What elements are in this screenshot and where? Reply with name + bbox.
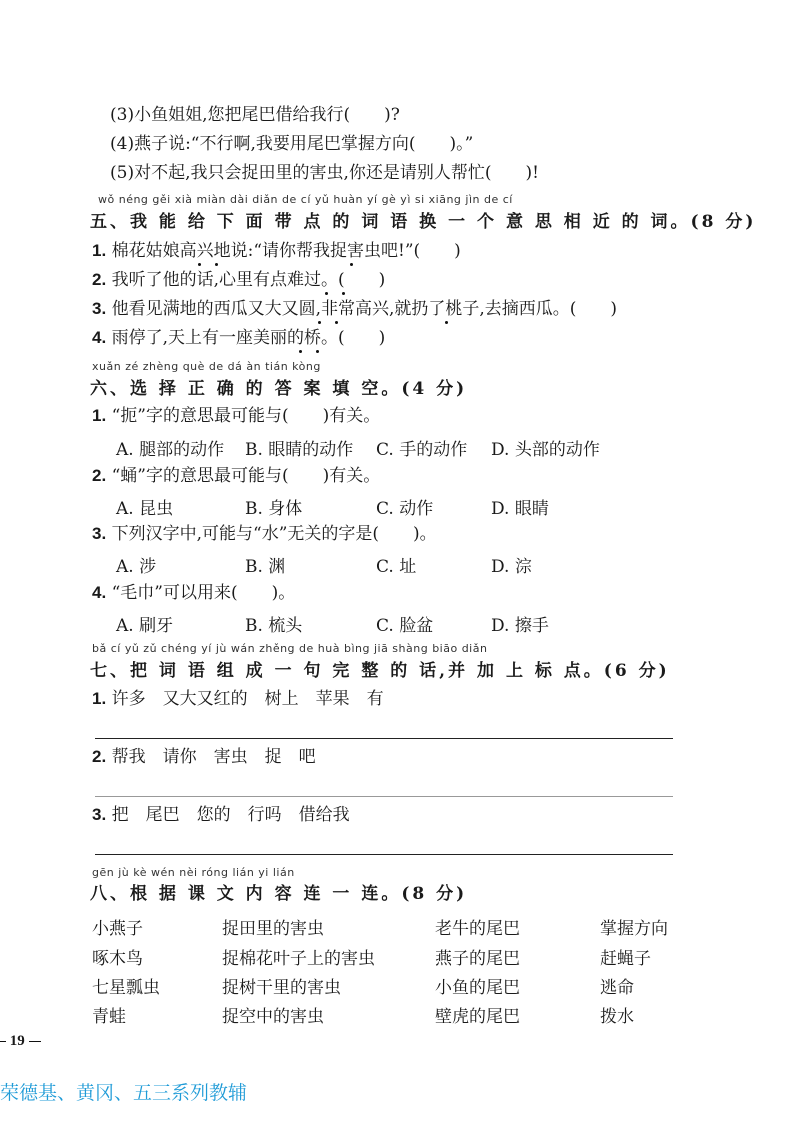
item-text: 他看见满地的西瓜又大又圆,非常高兴,就扔了桃子,去摘西瓜。( ) xyxy=(111,299,618,319)
s6-question-2 xyxy=(92,465,380,487)
task-item[interactable]: 捉空中的害虫 xyxy=(222,1007,324,1027)
answer-line-3[interactable] xyxy=(95,854,673,855)
option-c: C. 址 xyxy=(376,557,417,577)
tail-item[interactable]: 壁虎的尾巴 xyxy=(435,1007,520,1027)
option-c: C. 动作 xyxy=(376,499,434,519)
section-5-title: 五、我 能 给 下 面 带 点 的 词 语 换 一 个 意 思 相 近 的 词。(8 分) xyxy=(90,212,757,232)
tail-item[interactable]: 老牛的尾巴 xyxy=(435,919,520,939)
use-item[interactable]: 掌握方向 xyxy=(600,919,668,939)
item-text: 棉花姑娘高兴地说:“请你帮我捉害虫吧!”( ) xyxy=(111,241,461,261)
s6-question-1 xyxy=(92,405,380,427)
animal-item[interactable]: 啄木鸟 xyxy=(92,949,143,969)
option-d: D. 擦手 xyxy=(491,616,549,636)
use-item[interactable]: 拨水 xyxy=(600,1007,634,1027)
emphasis-dot xyxy=(342,292,345,295)
tail-item[interactable]: 小鱼的尾巴 xyxy=(435,978,520,998)
section-8-pinyin: gēn jù kè wén nèi róng lián yi lián xyxy=(92,866,295,879)
emphasis-dot xyxy=(316,350,319,353)
option-b: B. 眼睛的动作 xyxy=(245,440,354,460)
s7-item-1 xyxy=(92,688,384,710)
question-text: “蛹”字的意思最可能与( )有关。 xyxy=(111,466,381,486)
section-6-pinyin: xuǎn zé zhèng què de dá àn tián kòng xyxy=(92,360,321,373)
question-text: “毛巾”可以用来( )。 xyxy=(111,583,296,603)
tail-item[interactable]: 燕子的尾巴 xyxy=(435,949,520,969)
emphasis-dot xyxy=(198,263,201,266)
item-text: 雨停了,天上有一座美丽的桥。( ) xyxy=(111,328,386,348)
sentence-4: (4)燕子说:“不行啊,我要用尾巴掌握方向( )。” xyxy=(110,134,474,154)
s5-item-2 xyxy=(92,269,385,291)
dash-right xyxy=(29,1041,41,1042)
option-d: D. 头部的动作 xyxy=(491,440,600,460)
question-number: 3. xyxy=(92,524,107,543)
option-b: B. 身体 xyxy=(245,499,303,519)
option-b: B. 梳头 xyxy=(245,616,303,636)
item-words: 许多 又大又红的 树上 苹果 有 xyxy=(111,689,384,709)
option-d: D. 眼睛 xyxy=(491,499,549,519)
option-a: A. 腿部的动作 xyxy=(116,440,225,460)
emphasis-dot xyxy=(215,263,218,266)
item-number: 1. xyxy=(92,241,107,260)
emphasis-dot xyxy=(318,321,321,324)
option-a: A. 昆虫 xyxy=(116,499,174,519)
question-number: 4. xyxy=(92,583,107,602)
sentence-5: (5)对不起,我只会捉田里的害虫,你还是请别人帮忙( )! xyxy=(110,163,539,183)
animal-item[interactable]: 小燕子 xyxy=(92,919,143,939)
emphasis-dot xyxy=(350,263,353,266)
task-item[interactable]: 捉树干里的害虫 xyxy=(222,978,341,998)
item-number: 3. xyxy=(92,805,107,824)
option-c: C. 脸盆 xyxy=(376,616,434,636)
animal-item[interactable]: 青蛙 xyxy=(92,1007,126,1027)
s6-question-4 xyxy=(92,582,295,604)
item-words: 帮我 请你 害虫 捉 吧 xyxy=(111,747,316,767)
emphasis-dot xyxy=(445,321,448,324)
question-text: “扼”字的意思最可能与( )有关。 xyxy=(111,406,381,426)
emphasis-dot xyxy=(325,292,328,295)
use-item[interactable]: 逃命 xyxy=(600,978,634,998)
emphasis-dot xyxy=(299,350,302,353)
task-item[interactable]: 捉棉花叶子上的害虫 xyxy=(222,949,375,969)
s5-item-4 xyxy=(92,327,385,349)
item-number: 3. xyxy=(92,299,107,318)
section-8-title: 八、根 据 课 文 内 容 连 一 连。(8 分) xyxy=(90,884,468,904)
answer-line-1[interactable] xyxy=(95,738,673,739)
item-number: 1. xyxy=(92,689,107,708)
option-d: D. 淙 xyxy=(491,557,532,577)
sentence-3: (3)小鱼姐姐,您把尾巴借给我行( )? xyxy=(110,105,400,125)
item-number: 2. xyxy=(92,747,107,766)
section-6-title: 六、选 择 正 确 的 答 案 填 空。(4 分) xyxy=(90,379,468,399)
section-7-title: 七、把 词 语 组 成 一 句 完 整 的 话,并 加 上 标 点。(6 分) xyxy=(90,661,670,681)
answer-line-2[interactable] xyxy=(95,796,673,797)
section-5-pinyin: wǒ néng gěi xià miàn dài diǎn de cí yǔ huàn yí gè yì si xiāng jìn de cí xyxy=(98,193,513,206)
s5-item-1 xyxy=(92,240,461,262)
option-b: B. 渊 xyxy=(245,557,286,577)
task-item[interactable]: 捉田里的害虫 xyxy=(222,919,324,939)
item-words: 把 尾巴 您的 行吗 借给我 xyxy=(111,805,350,825)
page-number xyxy=(0,1033,41,1050)
section-7-pinyin: bǎ cí yǔ zǔ chéng yí jù wán zhěng de huà bìng jiā shàng biāo diǎn xyxy=(92,642,488,655)
publisher-brand: 荣德基、黄冈、五三系列教辅 xyxy=(0,1082,248,1104)
option-a: A. 涉 xyxy=(116,557,157,577)
option-c: C. 手的动作 xyxy=(376,440,468,460)
s5-item-3 xyxy=(92,298,617,320)
s7-item-3 xyxy=(92,804,350,826)
animal-item[interactable]: 七星瓢虫 xyxy=(92,978,160,998)
use-item[interactable]: 赶蝇子 xyxy=(600,949,651,969)
question-number: 1. xyxy=(92,406,107,425)
item-number: 4. xyxy=(92,328,107,347)
s6-question-3 xyxy=(92,523,437,545)
s7-item-2 xyxy=(92,746,316,768)
option-a: A. 刷牙 xyxy=(116,616,174,636)
page-number-value: 19 xyxy=(9,1033,25,1049)
item-text: 我听了他的话,心里有点难过。( ) xyxy=(111,270,386,290)
question-number: 2. xyxy=(92,466,107,485)
emphasis-dot xyxy=(335,321,338,324)
item-number: 2. xyxy=(92,270,107,289)
question-text: 下列汉字中,可能与“水”无关的字是( )。 xyxy=(111,524,437,544)
dash-left xyxy=(0,1041,6,1042)
